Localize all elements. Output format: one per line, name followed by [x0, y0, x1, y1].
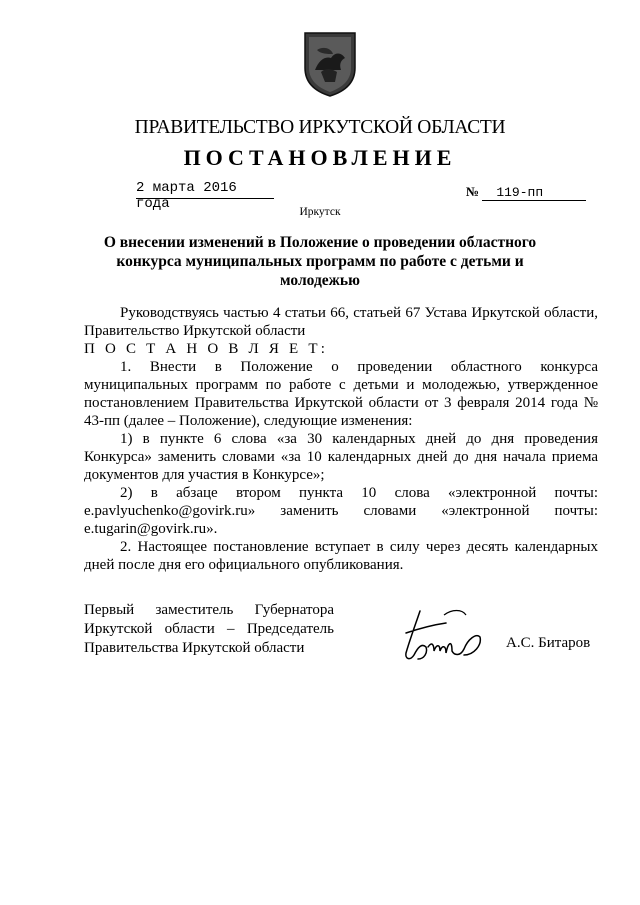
document-number-field: [466, 184, 586, 201]
position-word: области: [164, 621, 215, 637]
position-word: –: [227, 621, 235, 637]
item-1-sub-2: 2) в абзаце втором пункта 10 слова «электронной почты: e.pavlyuchenko@govirk.ru» заменить словами «электронной почты: e.tugarin@govirk.ru».: [84, 485, 598, 537]
item-2: 2. Настоящее постановление вступает в силу через десять календарных дней после дня его официального опубликования.: [84, 539, 598, 573]
item-1-sub-1: 1) в пункте 6 слова «за 30 календарных дней до дня проведения Конкурса» заменить словами «за 10 календарных дней до дня начала приема документов для участия в Конкурсе»;: [84, 431, 598, 483]
position-line-2: [84, 620, 334, 639]
document-title: О внесении изменений в Положение о проведении областного конкурса муниципальных программ по работе с детьми и молодежью: [103, 234, 537, 289]
resolves-word: П О С Т А Н О В Л Я Е Т:: [84, 341, 329, 357]
signer-name: А.С. Битаров: [506, 635, 591, 651]
item-1: 1. Внести в Положение о проведении областного конкурса муниципальных программ по работе с детьми и молодежью, утвержденное постановлением Правительства Иркутской области от 3 февраля 2014 года № 43-пп (далее – Положение), следующие изменения:: [84, 359, 598, 429]
position-line-1: [84, 601, 334, 620]
document-date: 2 марта 2016 года: [136, 180, 274, 199]
position-word: Председатель: [246, 621, 334, 637]
position-word: Губернатора: [254, 602, 334, 618]
preamble: Руководствуясь частью 4 статьи 66, статьей 67 Устава Иркутской области, Правительство Иркутской области: [84, 305, 598, 339]
position-line-3: Правительства Иркутской области: [84, 640, 305, 656]
signatory-position: [84, 601, 334, 658]
position-word: заместитель: [155, 602, 234, 618]
handwritten-signature-icon: [398, 603, 490, 665]
document-number: 119-пп: [482, 185, 586, 201]
city: Иркутск: [299, 206, 341, 218]
number-sign: №: [466, 184, 480, 199]
position-word: Иркутской: [84, 621, 153, 637]
document-body: [84, 304, 598, 574]
government-name: ПРАВИТЕЛЬСТВО ИРКУТСКОЙ ОБЛАСТИ: [134, 117, 506, 138]
document-type: ПОСТАНОВЛЕНИЕ: [183, 145, 457, 170]
position-word: Первый: [84, 602, 135, 618]
coat-of-arms-icon: [301, 30, 359, 98]
